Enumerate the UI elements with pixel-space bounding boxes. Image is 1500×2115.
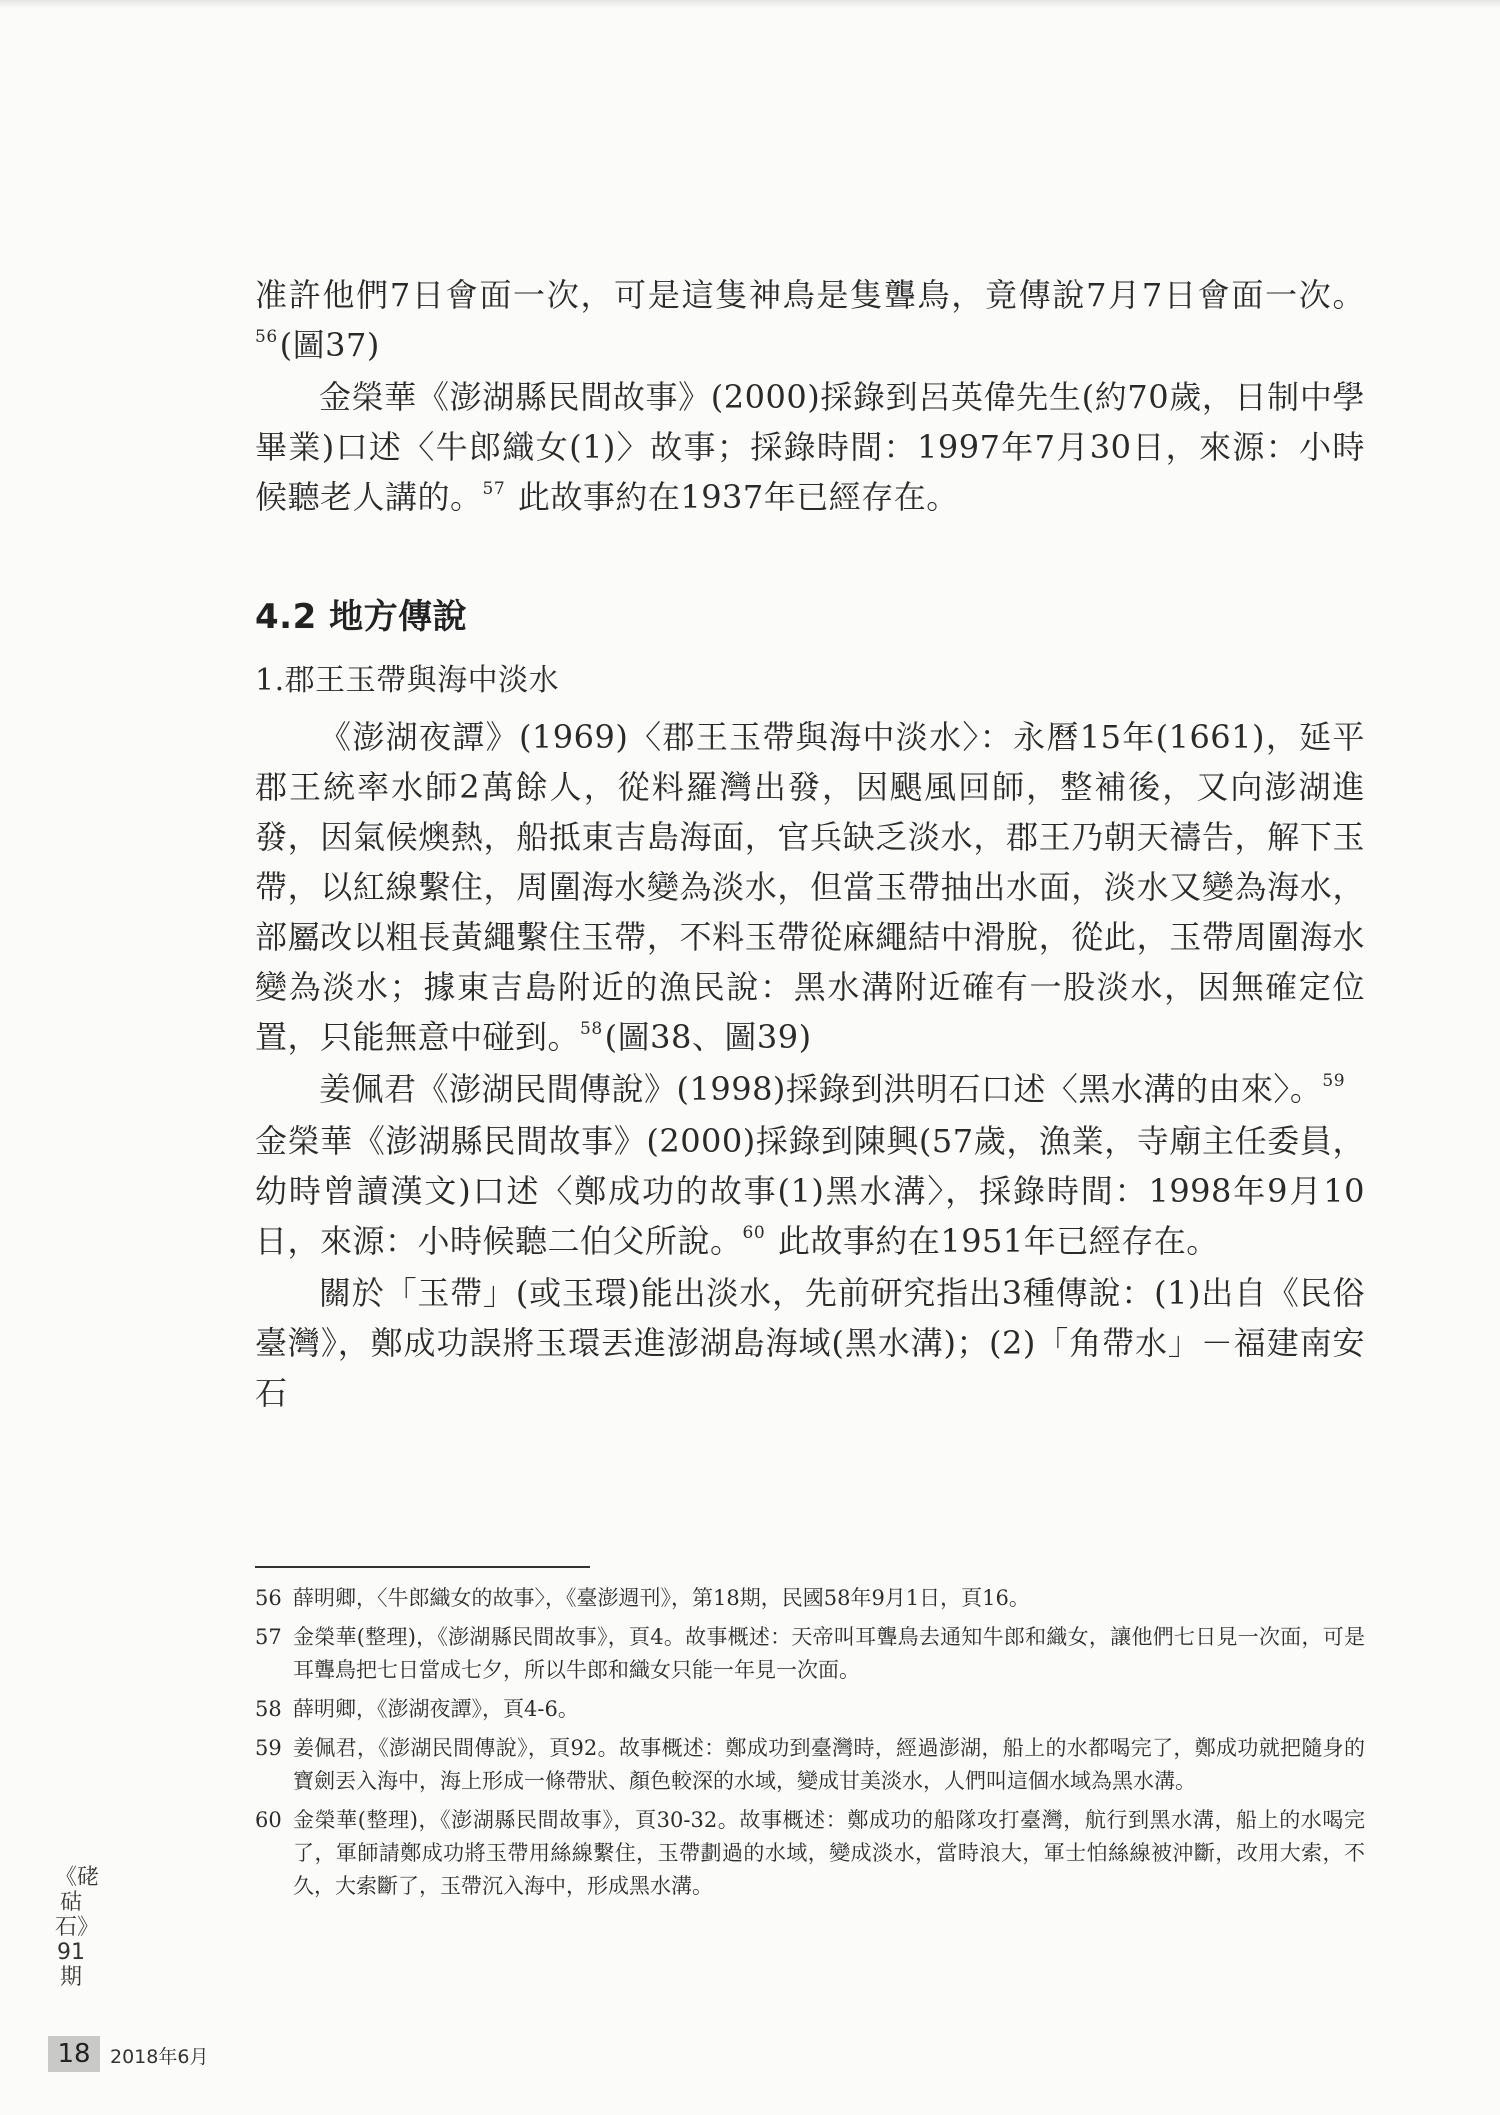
footnote-number: 59 [255, 1736, 282, 1760]
section-heading: 4.2 地方傳說 [255, 597, 468, 637]
footnote-ref[interactable]: 58 [580, 1019, 603, 1039]
paragraph: 准許他們7日會面一次，可是這隻神鳥是隻聾鳥，竟傳說7月7日會面一次。$^{56}$(圖37) [255, 276, 1365, 364]
footnote-ref[interactable]: 60 [742, 1223, 766, 1243]
paragraph: 金榮華《澎湖縣民間故事》(2000)採錄到陳興(57歲，漁業，寺廟主任委員，幼時曾讀漢文)口述〈鄭成功的故事(1)黑水溝〉，採錄時間：1998年9月10日，來源：小時候聽二伯父所說。$^{60}$ 此故事約在1951年已經存在。 [255, 1122, 1365, 1260]
body-text [255, 270, 1365, 1418]
footnotes [255, 1582, 1365, 1909]
scan-edge-shade [0, 0, 1500, 8]
footnote-ref[interactable]: 59 [1322, 1071, 1346, 1091]
footnote-number: 56 [255, 1586, 282, 1610]
paragraph: 《澎湖夜譚》(1969)〈郡王玉帶與海中淡水〉：永曆15年(1661)，延平郡王統率水師2萬餘人，從料羅灣出發，因颶風回師，整補後，又向澎湖進發，因氣候燠熱，船抵東吉島海面，官兵缺乏淡水，郡王乃朝天禱告，解下玉帶，以紅線繫住，周圍海水變為淡水，但當玉帶抽出水面，淡水又變為海水，部屬改以粗長黃繩繫住玉帶，不料玉帶從麻繩結中滑脫，從此，玉帶周圍海水變為淡水；據東吉島附近的漁民說：黑水溝附近確有一股淡水，因無確定位置，只能無意中碰到。$^{58}$(圖38、圖39) [255, 718, 1365, 1056]
page-number: 18 [48, 2036, 100, 2072]
footnote: 56 薛明卿，〈牛郎織女的故事〉，《臺澎週刊》，第18期，民國58年9月1日，頁16。 [255, 1582, 1365, 1615]
footnote-divider [255, 1566, 590, 1568]
issue-date: 2018年6月 [110, 2046, 209, 2068]
footnote: 59 姜佩君，《澎湖民間傳說》，頁92。故事概述：鄭成功到臺灣時，經過澎湖，船上的水都喝完了，鄭成功就把隨身的寶劍丟入海中，海上形成一條帶狀、顏色較深的水域，變成甘美淡水，人們叫這個水域為黑水溝。 [255, 1732, 1365, 1798]
footnote-number: 58 [255, 1697, 282, 1721]
footnote: 58 薛明卿，《澎湖夜譚》，頁4-6。 [255, 1693, 1365, 1726]
footnote-number: 57 [255, 1625, 282, 1649]
paragraph: 姜佩君《澎湖民間傳說》(1998)採錄到洪明石口述〈黑水溝的由來〉。$^{59}$ [319, 1070, 1346, 1108]
journal-title: 《硓𥑮石》91期 [55, 1865, 100, 1990]
footnote-ref[interactable]: 56 [255, 327, 278, 347]
paragraph: 關於「玉帶」(或玉環)能出淡水，先前研究指出3種傳說：(1)出自《民俗臺灣》，鄭成功誤將玉環丟進澎湖島海域(黑水溝)；(2)「角帶水」－福建南安石 [255, 1274, 1365, 1412]
footnote: 60 金榮華(整理)，《澎湖縣民間故事》，頁30-32。故事概述：鄭成功的船隊攻打臺灣，航行到黑水溝，船上的水喝完了，軍師請鄭成功將玉帶用絲線繫住，玉帶劃過的水域，變成淡水，當時浪大，軍士怕絲線被沖斷，改用大索，不久，大索斷了，玉帶沉入海中，形成黑水溝。 [255, 1804, 1365, 1903]
footnote: 57 金榮華(整理)，《澎湖縣民間故事》，頁4。故事概述：天帝叫耳聾鳥去通知牛郎和織女，讓他們七日見一次面，可是耳聾鳥把七日當成七夕，所以牛郎和織女只能一年見一次面。 [255, 1621, 1365, 1687]
sub-heading: 1.郡王玉帶與海中淡水 [255, 663, 560, 698]
paragraph: 金榮華《澎湖縣民間故事》(2000)採錄到呂英偉先生(約70歲，日制中學畢業)口述〈牛郎織女(1)〉故事；採錄時間：1997年7月30日，來源：小時候聽老人講的。$^{57}$ 此故事約在1937年已經存在。 [255, 378, 1365, 516]
footnote-number: 60 [255, 1808, 282, 1832]
footnote-ref[interactable]: 57 [482, 479, 506, 499]
